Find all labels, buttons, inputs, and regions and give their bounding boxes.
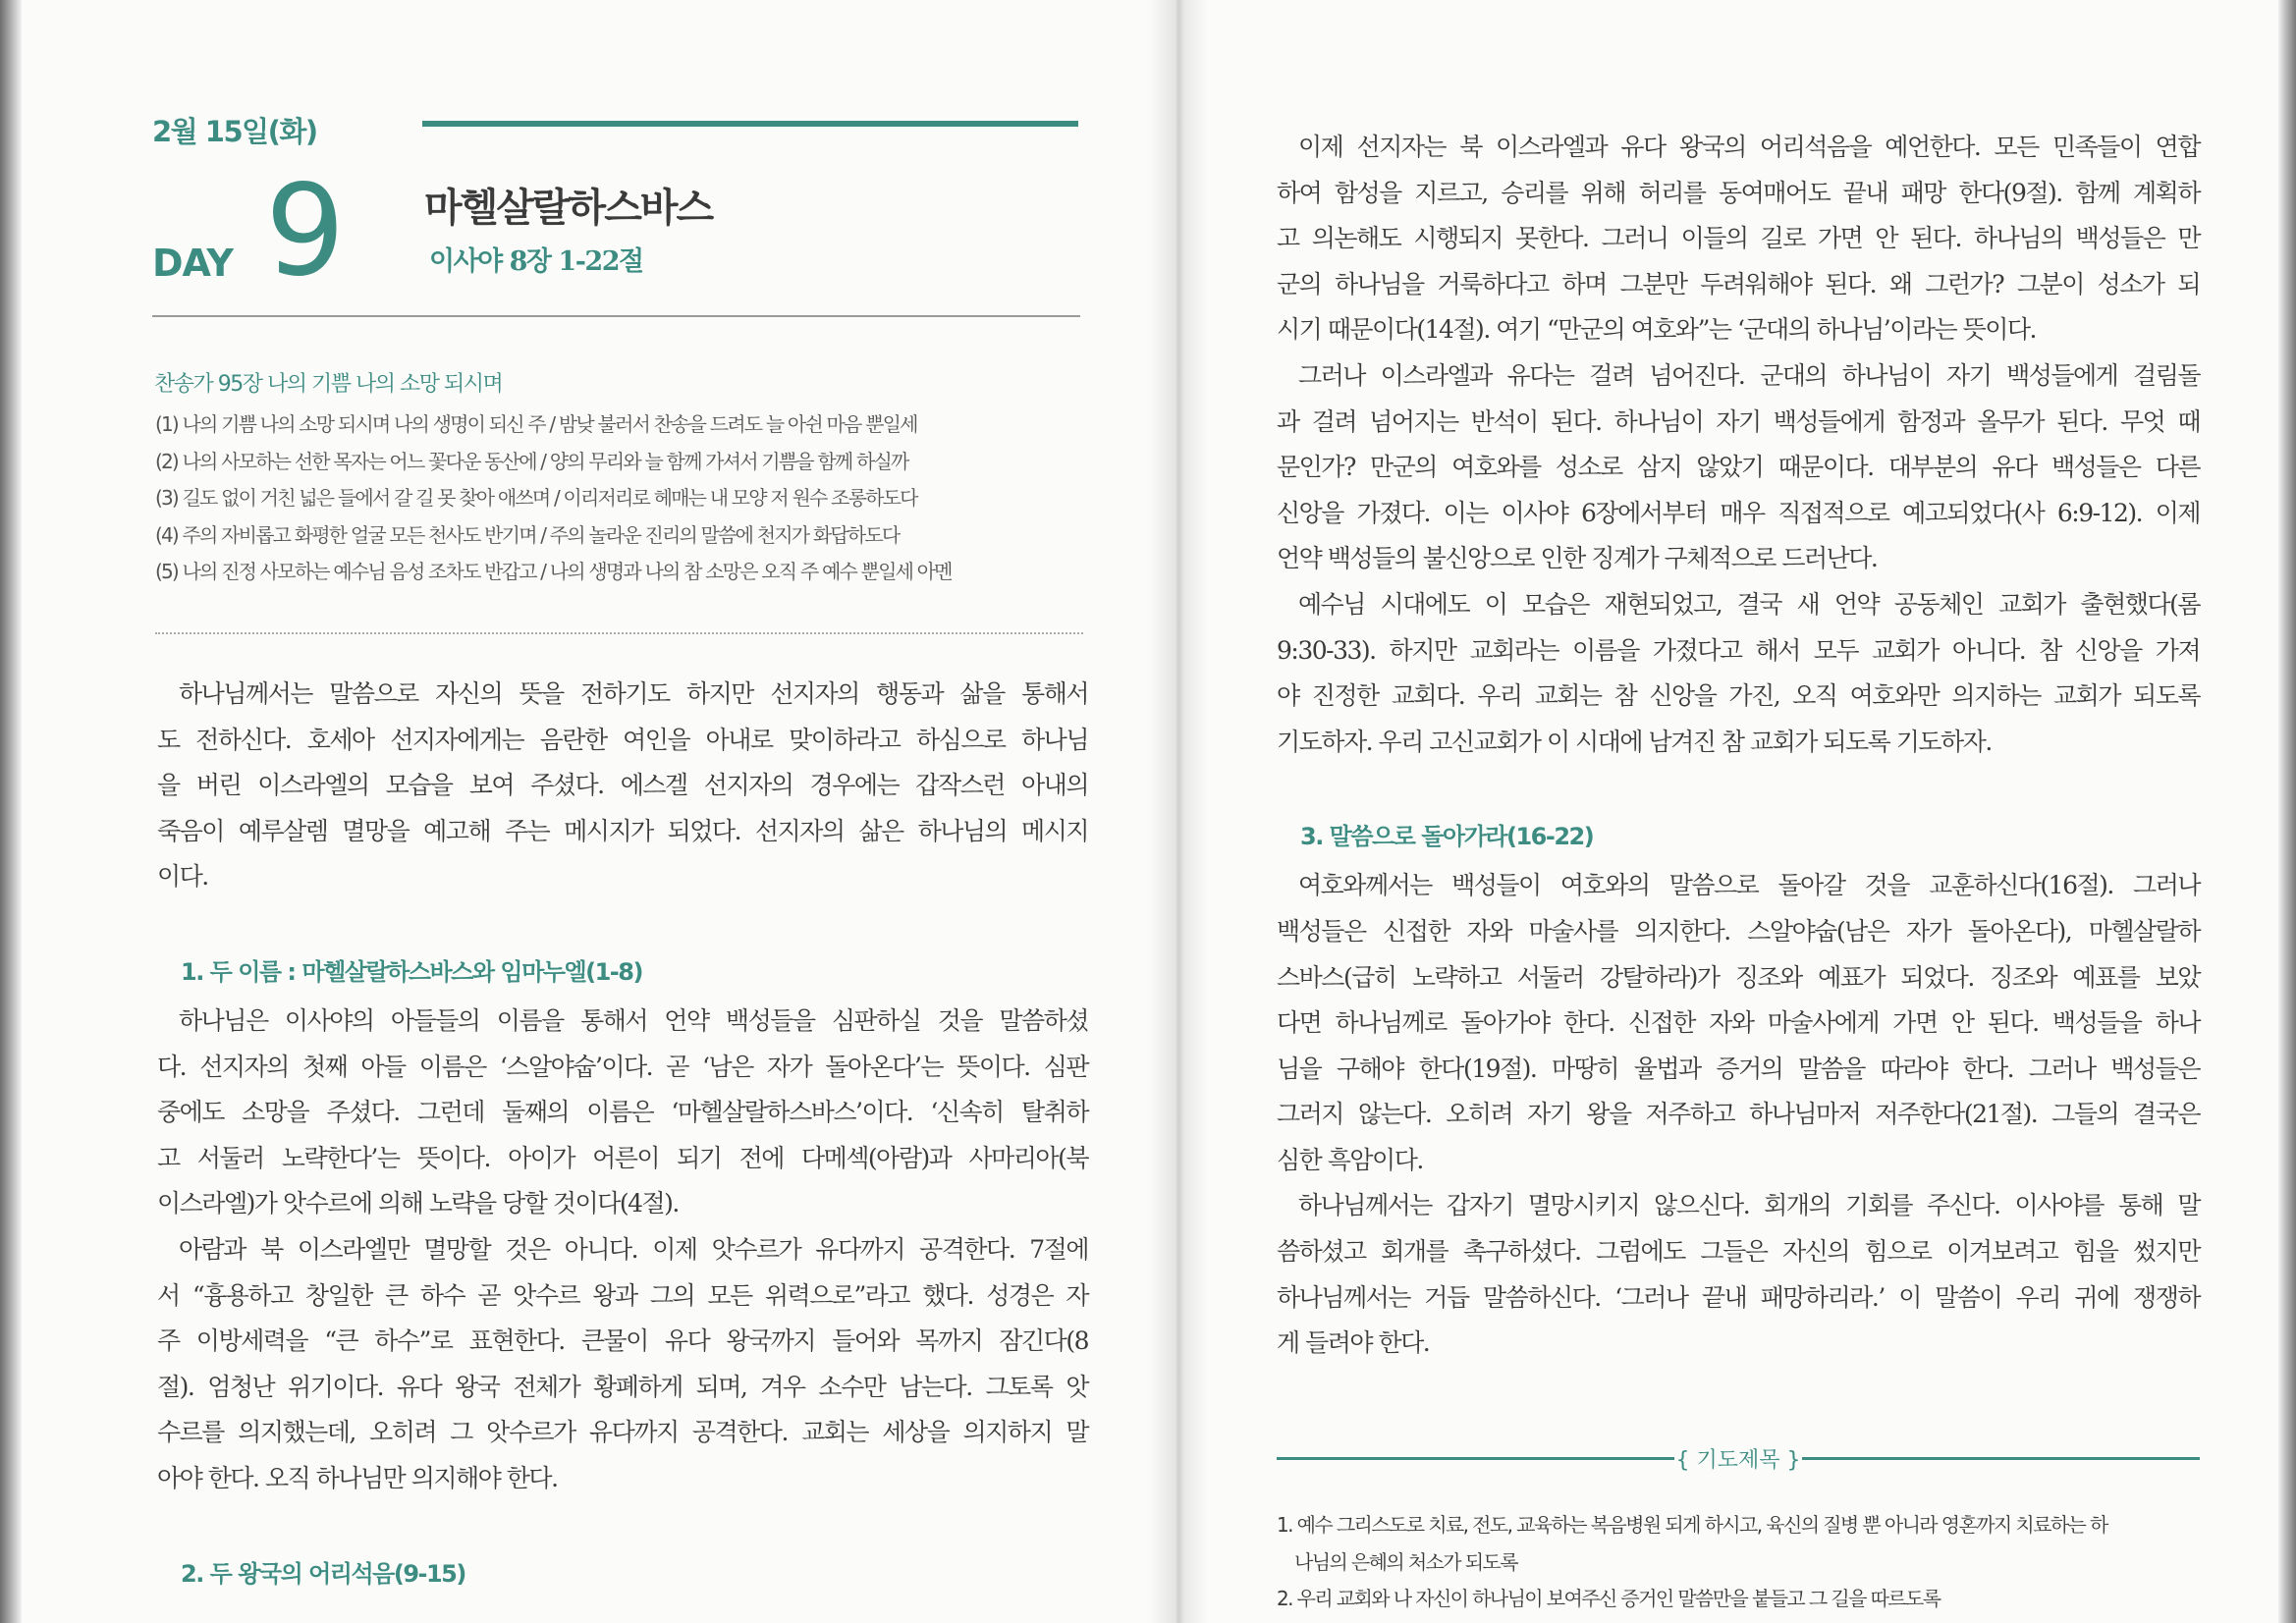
text-line: 그러지 않는다. 오히려 자기 왕을 저주하고 하나님마저 저주한다(21절). 그들의 결국은 <box>1277 1100 2200 1129</box>
prayer-item <box>1277 1584 2210 1621</box>
hymn-verse: (4) 주의 자비롭고 화평한 얼굴 모든 천사도 반기며 / 주의 놀라운 진리의 말씀에 천지가 화답하도다 <box>155 522 900 547</box>
text-line: 님을 구해야 한다(19절). 마땅히 율법과 증거의 말씀을 따라야 한다. 그러나 백성들은 <box>1277 1054 2200 1083</box>
hymn-verse: (2) 나의 사모하는 선한 목자는 어느 꽃다운 동산에 / 양의 무리와 늘 함께 가셔서 기쁨을 함께 하실까 <box>155 449 908 473</box>
text-line: 야 진정한 교회다. 우리 교회는 참 신앙을 가진, 오직 여호와만 의지하는 교회가 되도록 <box>1277 681 2200 711</box>
text-line: 군의 하나님을 거룩하다고 하며 그분만 두려워해야 된다. 왜 그런가? 그분이 성소가 되 <box>1277 269 2200 298</box>
text-line: 게 들려야 한다. <box>1277 1328 1430 1358</box>
header-divider <box>152 315 1080 317</box>
paragraph <box>157 1227 1088 1502</box>
text-line: 시기 때문이다(14절). 여기 “만군의 여호와”는 ‘군대의 하나님’이라는 뜻이다. <box>1277 315 2036 345</box>
left-page-body <box>157 672 1088 1600</box>
paragraph <box>1277 582 2200 765</box>
text-line: 서 “흉용하고 창일한 큰 하수 곧 앗수르 왕과 그의 모든 위력으로”라고 했다. 성경은 자 <box>157 1280 1088 1310</box>
prayer-rule-right <box>1802 1457 2200 1460</box>
text-line: 고 의논해도 시행되지 못한다. 그러니 이들의 길로 가면 안 된다. 하나님의 백성들은 만 <box>1277 224 2200 253</box>
text-line: 고 서둘러 노략한다’는 뜻이다. 아이가 어른이 되기 전에 다메섹(아람)과 사마리아(북 <box>157 1143 1088 1172</box>
book-spine <box>1149 0 1208 1623</box>
text-line: 하나님께서는 말씀으로 자신의 뜻을 전하기도 하지만 선지자의 행동과 삶을 통해서 <box>179 679 1088 708</box>
text-line: 신앙을 가졌다. 이는 이사야 6장에서부터 매우 직접적으로 예고되었다(사 6:9-12). 이제 <box>1277 498 2200 527</box>
text-line: 예수님 시대에도 이 모습은 재현되었고, 결국 새 언약 공동체인 교회가 출현했다(롬 <box>1298 589 2200 619</box>
prayer-title: { 기도제목 } <box>1675 1448 1801 1473</box>
text-line: 죽음이 예루살렘 멸망을 예고해 주는 메시지가 되었다. 선지자의 삶은 하나님의 메시지 <box>157 816 1088 845</box>
prayer-line: 2. 우리 교회와 나 자신이 하나님이 보여주신 증거인 말씀만을 붙들고 그 길을 따르도록 <box>1277 1587 1941 1610</box>
book-page-edge-right <box>2278 0 2296 1623</box>
day-label: DAY <box>152 242 233 285</box>
text-line: 절). 엄청난 위기이다. 유다 왕국 전체가 황폐하게 되며, 겨우 소수만 남는다. 그토록 앗 <box>157 1372 1088 1401</box>
text-line: 그러나 이스라엘과 유다는 걸려 넘어진다. 군대의 하나님이 자기 백성들에게 걸림돌 <box>1298 360 2200 390</box>
text-line: 아야 한다. 오직 하나님만 의지해야 한다. <box>157 1463 558 1492</box>
text-line: 이다. <box>157 862 208 892</box>
hymn-verse: (5) 나의 진정 사모하는 예수님 음성 조차도 반갑고 / 나의 생명과 나의 참 소망은 오직 주 예수 뿐일세 아멘 <box>155 560 952 583</box>
prayer-item <box>1277 1510 2210 1584</box>
section-heading: 1. 두 이름 : 마헬살랄하스바스와 임마누엘(1-8) <box>181 957 642 986</box>
text-line: 과 걸려 넘어지는 반석이 된다. 하나님이 자기 백성들에게 함정과 올무가 된다. 무엇 때 <box>1277 406 2200 436</box>
hymn-title: 찬송가 95장 나의 기쁨 나의 소망 되시며 <box>154 372 503 397</box>
right-page-body <box>1277 125 2200 1367</box>
prayer-list <box>1277 1510 2210 1621</box>
text-line: 씀하셨고 회개를 촉구하셨다. 그럼에도 그들은 자신의 힘으로 이겨보려고 힘을 썼지만 <box>1277 1237 2200 1267</box>
text-line: 하나님께서는 거듭 말씀하신다. ‘그러나 끝내 패망하리라.’ 이 말씀이 우리 귀에 쟁쟁하 <box>1277 1282 2200 1312</box>
paragraph <box>157 672 1088 900</box>
text-line: 9:30-33). 하지만 교회라는 이름을 가졌다고 해서 모두 교회가 아니다. 참 신앙을 가져 <box>1277 635 2200 665</box>
header-accent-bar <box>422 121 1078 127</box>
text-line: 중에도 소망을 주셨다. 그런데 둘째의 이름은 ‘마헬살랄하스바스’이다. ‘신속히 탈취하 <box>157 1098 1088 1127</box>
text-line: 백성들은 신접한 자와 마술사를 의지한다. 스알야숩(남은 자가 돌아온다), 마헬살랄하 <box>1277 916 2200 946</box>
hymn-divider <box>155 632 1083 634</box>
section-heading: 2. 두 왕국의 어리석음(9-15) <box>181 1559 465 1588</box>
scripture-reference: 이사야 8장 1-22절 <box>429 246 643 277</box>
text-line: 하여 함성을 지르고, 승리를 위해 허리를 동여매어도 끝내 패망 한다(9절). 함께 계획하 <box>1277 178 2200 207</box>
hymn-verse: (1) 나의 기쁨 나의 소망 되시며 나의 생명이 되신 주 / 밤낮 불러서 찬송을 드려도 늘 아쉰 마음 뿐일세 <box>155 412 917 436</box>
book-page-edge-left <box>0 0 22 1623</box>
text-line: 이스라엘)가 앗수르에 의해 노략을 당할 것이다(4절). <box>157 1189 679 1218</box>
text-line: 기도하자. 우리 고신교회가 이 시대에 남겨진 참 교회가 되도록 기도하자. <box>1277 727 1992 756</box>
text-line: 언약 백성들의 불신앙으로 인한 징계가 구체적으로 드러난다. <box>1277 544 1878 573</box>
text-line: 하나님께서는 갑자기 멸망시키지 않으신다. 회개의 기회를 주신다. 이사야를 통해 말 <box>1298 1191 2200 1220</box>
date-label: 2월 15일(화) <box>152 115 317 148</box>
paragraph <box>1277 125 2200 353</box>
text-line: 을 버린 이스라엘의 모습을 보여 주셨다. 에스겔 선지자의 경우에는 갑작스런 아내의 <box>157 771 1088 800</box>
text-line: 하나님은 이사야의 아들들의 이름을 통해서 언약 백성들을 심판하실 것을 말씀하셨 <box>179 1005 1088 1035</box>
text-line: 다면 하나님께로 돌아가야 한다. 신접한 자와 마술사에게 가면 안 된다. 백성들을 하나 <box>1277 1008 2200 1038</box>
prayer-line: 1. 예수 그리스도로 치료, 전도, 교육하는 복음병원 되게 하시고, 육신의 질병 뿐 아니라 영혼까지 치료하는 하 <box>1277 1513 2107 1537</box>
prayer-header <box>1277 1443 2200 1473</box>
text-line: 스바스(급히 노략하고 서둘러 강탈하라)가 징조와 예표가 되었다. 징조와 예표를 보았 <box>1277 962 2200 992</box>
text-line: 수르를 의지했는데, 오히려 그 앗수르가 유다까지 공격한다. 교회는 세상을 의지하지 말 <box>157 1418 1088 1447</box>
text-line: 도 전하신다. 호세아 선지자에게는 음란한 여인을 아내로 맞이하라고 하심으로 하나님 <box>157 725 1088 754</box>
paragraph <box>1277 1183 2200 1366</box>
paragraph <box>1277 353 2200 582</box>
hymn-verse: (3) 길도 없이 거친 넓은 들에서 갈 길 못 찾아 애쓰며 / 이리저리로 헤매는 내 모양 저 원수 조롱하도다 <box>155 486 917 510</box>
section-heading: 3. 말씀으로 돌아가라(16-22) <box>1300 823 1594 851</box>
page-title: 마헬살랄하스바스 <box>424 186 713 231</box>
prayer-rule-left <box>1277 1457 1674 1460</box>
day-number: 9 <box>265 158 346 304</box>
hymn-verses <box>155 410 952 595</box>
text-line: 여호와께서는 백성들이 여호와의 말씀으로 돌아갈 것을 교훈하신다(16절). 그러나 <box>1298 871 2200 900</box>
text-line: 주 이방세력을 “큰 하수”로 표현한다. 큰물이 유다 왕국까지 들어와 목까지 잠긴다(8 <box>157 1326 1088 1356</box>
paragraph <box>157 999 1088 1227</box>
text-line: 다. 선지자의 첫째 아들 이름은 ‘스알야숩’이다. 곧 ‘남은 자가 돌아온다’는 뜻이다. 심판 <box>157 1052 1088 1081</box>
prayer-line: 나님의 은혜의 처소가 되도록 <box>1294 1549 1517 1574</box>
text-line: 문인가? 만군의 여호와를 성소로 삼지 않았기 때문이다. 대부분의 유다 백성들은 다른 <box>1277 453 2200 482</box>
text-line: 이제 선지자는 북 이스라엘과 유다 왕국의 어리석음을 예언한다. 모든 민족들이 연합 <box>1298 133 2200 161</box>
text-line: 아람과 북 이스라엘만 멸망할 것은 아니다. 이제 앗수르가 유다까지 공격한다. 7절에 <box>179 1234 1088 1264</box>
text-line: 심한 흑암이다. <box>1277 1145 1423 1174</box>
paragraph <box>1277 863 2200 1183</box>
